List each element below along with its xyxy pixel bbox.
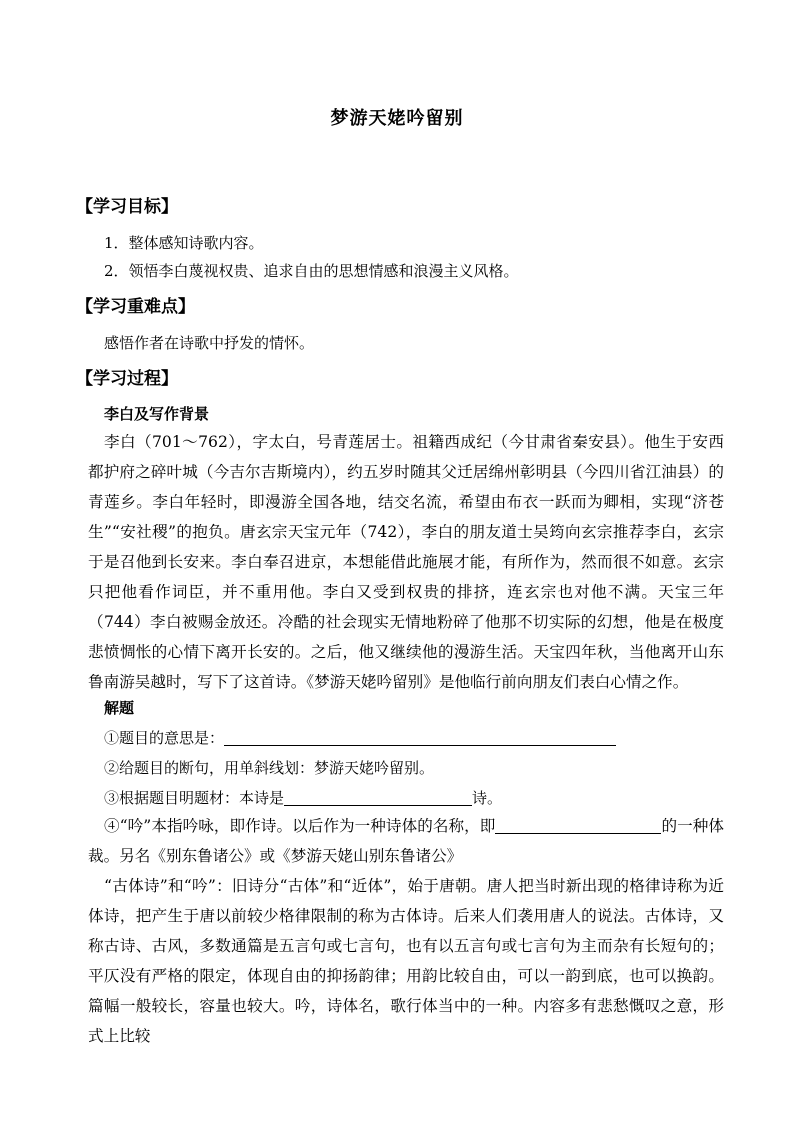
question-3 <box>104 787 502 809</box>
question-4-blank[interactable] <box>495 817 661 834</box>
difficulty-text: 感悟作者在诗歌中抒发的情怀。 <box>104 334 315 352</box>
question-4-text: ④“吟”本指吟咏，即作诗。以后作为一种诗体的名称，即 <box>104 817 496 835</box>
section-heading-difficulty: 【学习重难点】 <box>76 297 195 317</box>
goal-item-2: 2．领悟李白蔑视权贵、追求自由的思想情感和浪漫主义风格。 <box>104 262 519 280</box>
question-3-text: ③根据题目明题材：本诗是 <box>104 789 285 807</box>
background-subheading: 李白及写作背景 <box>104 405 210 423</box>
question-3-blank[interactable] <box>284 789 472 806</box>
question-1 <box>104 727 616 749</box>
question-4-suffix: 的一种体裁。另名《别东鲁诸公》或《梦游天姥山别东鲁诸公》 <box>88 817 724 865</box>
section-heading-process: 【学习过程】 <box>76 369 178 389</box>
question-1-text: ①题目的意思是： <box>104 729 225 747</box>
background-paragraph: 李白（701～762），字太白，号青莲居士。祖籍西成纪（今甘肃省秦安县）。他生于安西都护府之碎叶城（今吉尔吉斯境内），约五岁时随其父迁居绵州彰明县（今四川省江油县）的青莲乡。李白年轻时，即漫游全国各地，结交名流，希望由布衣一跃而为卿相，实现“济苍生”“安社稷”的抱负。唐玄宗天宝元年（742），李白的朋友道士吴筠向玄宗推荐李白，玄宗于是召他到长安来。李白奉召进京，本想能借此施展才能，有所作为，然而很不如意。玄宗只把他看作词臣，并不重用他。李白又受到权贵的排挤，连玄宗也对他不满。天宝三年（744）李白被赐金放还。冷酷的社会现实无情地粉碎了他那不切实际的幻想，他是在极度悲愤惆怅的心情下离开长安的。之后，他又继续他的漫游生活。天宝四年秋，当他离开山东鲁南游吴越时，写下了这首诗。《梦游天姥吟留别》是他临行前向朋友们表白心情之作。 <box>88 433 724 691</box>
ancient-poetry-paragraph: “古体诗”和“吟”：旧诗分“古体”和“近体”，始于唐朝。唐人把当时新出现的格律诗称为近体诗，把产生于唐以前较少格律限制的称为古体诗。后来人们袭用唐人的说法。古体诗，又称古诗、古风，多数通篇是五言句或七言句，也有以五言句或七言句为主而杂有长短句的；平仄没有严格的限定，体现自由的抑扬韵律；用韵比较自由，可以一韵到底，也可以换韵。篇幅一般较长，容量也较大。吟，诗体名，歌行体当中的一种。内容多有悲愁慨叹之意，形式上比较 <box>88 877 724 1045</box>
goal-item-1: 1．整体感知诗歌内容。 <box>104 234 264 252</box>
question-3-suffix: 诗。 <box>472 789 503 807</box>
question-1-blank[interactable] <box>224 729 616 746</box>
question-2: ②给题目的断句，用单斜线划：梦游天姥吟留别。 <box>104 759 435 777</box>
section-heading-goals: 【学习目标】 <box>76 197 178 217</box>
page-title: 梦游天姥吟留别 <box>330 108 464 129</box>
question-4 <box>88 811 724 871</box>
jieti-subheading: 解题 <box>104 699 135 717</box>
